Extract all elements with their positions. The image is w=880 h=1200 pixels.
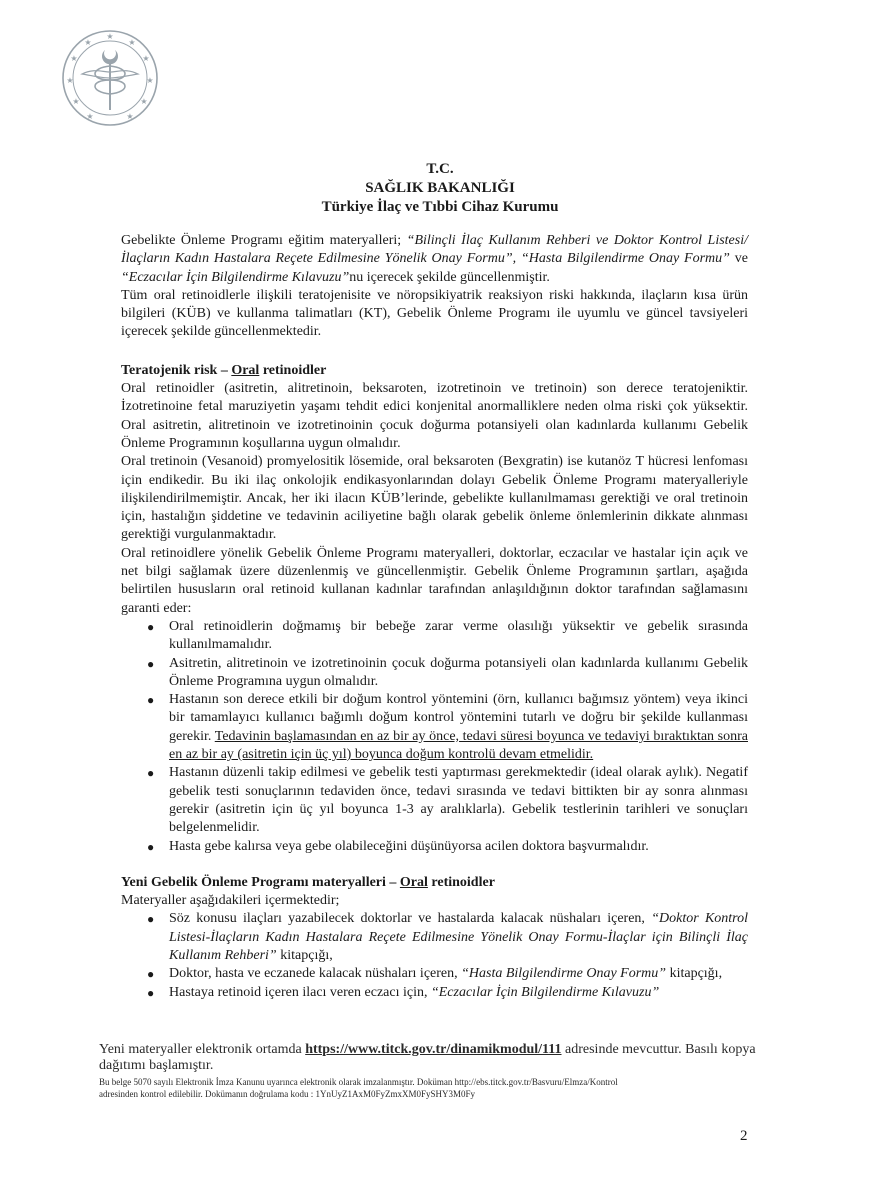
section2-bullet-list bbox=[121, 910, 748, 1001]
list-item: ● Oral retinoidlerin doğmamış bir bebeğe zarar verme olasılığı yüksektir ve gebelik sırasında kullanılmamalıdır. bbox=[147, 618, 748, 653]
svg-text:★: ★ bbox=[140, 97, 148, 106]
page-number: 2 bbox=[740, 1128, 748, 1144]
titck-link[interactable]: https://www.titck.gov.tr/dinamikmodul/111 bbox=[305, 1042, 562, 1057]
document-body bbox=[121, 232, 748, 1002]
footer-line-1: Bu belge 5070 sayılı Elektronik İmza Kanunu uyarınca elektronik olarak imzalanmıştır. Doküman http://ebs.titck.gov.tr/Basvuru/Elmza/Kontrol bbox=[99, 1077, 618, 1087]
section-title-teratogenic-risk: Teratojenik risk – Oral retinoidler bbox=[121, 362, 327, 378]
section1-paragraph-1: Oral retinoidler (asitretin, alitretinoin, beksaroten, izotretinoin ve tretinoin) son derece teratojeniktir. İzotretinoine fetal maruziyetin yaşamı tehdit edici konjenital anormalliklere neden olma riski çok yüksektir. Oral asitretin, alitretinoin ve izotretinoinin çocuk doğurma potansiyeli olan kadınlarda kullanımı Gebelik Önleme Programının koşullarına uygun olmalıdır. bbox=[121, 381, 748, 451]
svg-text:★: ★ bbox=[146, 76, 154, 85]
svg-text:★: ★ bbox=[128, 38, 136, 47]
svg-text:★: ★ bbox=[126, 112, 134, 121]
footer-line-2: adresinden kontrol edilebilir. Dokümanın doğrulama kodu : 1YnUyZ1AxM0FyZmxXM0FySHY3M0Fy bbox=[99, 1089, 475, 1099]
header-agency: Türkiye İlaç ve Tıbbi Cihaz Kurumu bbox=[321, 199, 559, 215]
section1-bullet-list bbox=[121, 618, 748, 856]
ministry-emblem-icon bbox=[60, 28, 160, 128]
intro-paragraph-1: Gebelikte Önleme Programı eğitim materyalleri; “Bilinçli İlaç Kullanım Rehberi ve Doktor Kontrol Listesi/İlaçların Kadın Hastalara Reçete Edilmesine Yönelik Onay Formu”, “Hasta Bilgilendirme Onay Formu” ve “Eczacılar İçin Bilgilendirme Kılavuzu”nu içerecek şekilde güncellenmiştir. bbox=[121, 233, 748, 285]
section2-intro: Materyaller aşağıdakileri içermektedir; bbox=[121, 893, 340, 909]
materials-link-paragraph: Yeni materyaller elektronik ortamda https://www.titck.gov.tr/dinamikmodul/111 adresinde mevcuttur. Basılı kopya dağıtımı başlamıştır. bbox=[99, 1042, 756, 1073]
list-item: ● Hastanın son derece etkili bir doğum kontrol yöntemini (örn, kullanıcı bağımsız yöntem) veya ikinci bir tamamlayıcı kullanıcı bağımlı doğum kontrol yöntemini tutarlı ve doğru bir şekilde kullanması gerekir. Tedavinin başlamasından en az bir ay önce, tedavi süresi boyunca ve tedaviyi bıraktıktan sonra en az bir ay (asitretin için üç yıl) boyunca doğum kontrolü devam etmelidir. bbox=[147, 692, 748, 763]
svg-text:★: ★ bbox=[66, 76, 74, 85]
header-tc: T.C. bbox=[426, 161, 454, 177]
svg-text:★: ★ bbox=[106, 32, 114, 41]
list-item: ● Hasta gebe kalırsa veya gebe olabileceğini düşünüyorsa acilen doktora başvurmalıdır. bbox=[147, 838, 649, 854]
list-item: ● Hastaya retinoid içeren ilacı veren eczacı için, “Eczacılar İçin Bilgilendirme Kılavuzu” bbox=[147, 984, 660, 1000]
list-item: ● Hastanın düzenli takip edilmesi ve gebelik testi yaptırması gerekmektedir (ideal olarak aylık). Negatif gebelik testi sonuçlarının tedaviden önce, tedavi sırasında ve tedavi bittikten bir ay sonra alınması gerekir (asitretin için üç yıl boyunca 1-3 ay aralıklarla). Gebelik testlerinin tarihleri ve sonuçları belgelenmelidir. bbox=[147, 765, 748, 836]
svg-text:★: ★ bbox=[72, 97, 80, 106]
header-ministry: SAĞLIK BAKANLIĞI bbox=[365, 180, 515, 196]
section-title-new-materials: Yeni Gebelik Önleme Programı materyalleri – Oral retinoidler bbox=[121, 874, 495, 890]
svg-text:★: ★ bbox=[84, 38, 92, 47]
document-header bbox=[0, 160, 880, 217]
section1-paragraph-2: Oral tretinoin (Vesanoid) promyelositik lösemide, oral beksaroten (Bexgratin) ise kutanöz T hücresi lenfoması için endikedir. Bu iki ilaç onkolojik endikasyonlarından dolayı Gebelik Önleme Programı materyalleriyle ilişkilendirilmemiştir. Ancak, her iki ilacın KÜB’lerinde, gebelikte kullanılmaması gerektiği ve oral tretinoin için, hastalığın şiddetine ve tedavinin aciliyetine bağlı olarak gebelik önleme önlemlerinin dikkate alınması gerektiği vurgulanmaktadır. bbox=[121, 454, 748, 543]
list-item: ● Asitretin, alitretinoin ve izotretinoinin çocuk doğurma potansiyeli olan kadınlarda kullanımı Gebelik Önleme Programına uygun olmalıdır. bbox=[147, 655, 748, 689]
section1-paragraph-3: Oral retinoidlere yönelik Gebelik Önleme Programı materyalleri, doktorlar, eczacılar ve hastalar için açık ve net bilgi sağlamak üzere düzenlenmiş ve güncellenmiştir. Gebelik Önleme Programının şartları, aşağıda belirtilen hususların oral retinoid kullanan kadınlar tarafından anlaşıldığının doktor tarafından sağlamasını garanti eder: bbox=[121, 545, 748, 616]
intro-paragraph-2: Tüm oral retinoidlerle ilişkili teratojenisite ve nöropsikiyatrik reaksiyon riski hakkında, ilaçların kısa ürün bilgileri (KÜB) ve kullanma talimatları (KT), Gebelik Önleme Programı ile uyumlu ve güncel tavsiyeleri içerecek şekilde güncellenmektedir. bbox=[121, 287, 748, 340]
svg-text:★: ★ bbox=[142, 54, 150, 63]
list-item: ● Söz konusu ilaçları yazabilecek doktorlar ve hastalarda kalacak nüshaları içeren, “Doktor Kontrol Listesi-İlaçların Kadın Hastalara Reçete Edilmesine Yönelik Onay Formu-İlaçlar için Bilinçli İlaç Kullanım Rehberi” kitapçığı, bbox=[147, 911, 748, 963]
e-signature-footer bbox=[99, 1040, 779, 1100]
svg-text:★: ★ bbox=[86, 112, 94, 121]
svg-text:★: ★ bbox=[70, 54, 78, 63]
list-item: ● Doktor, hasta ve eczanede kalacak nüshaları içeren, “Hasta Bilgilendirme Onay Formu” kitapçığı, bbox=[147, 966, 723, 982]
